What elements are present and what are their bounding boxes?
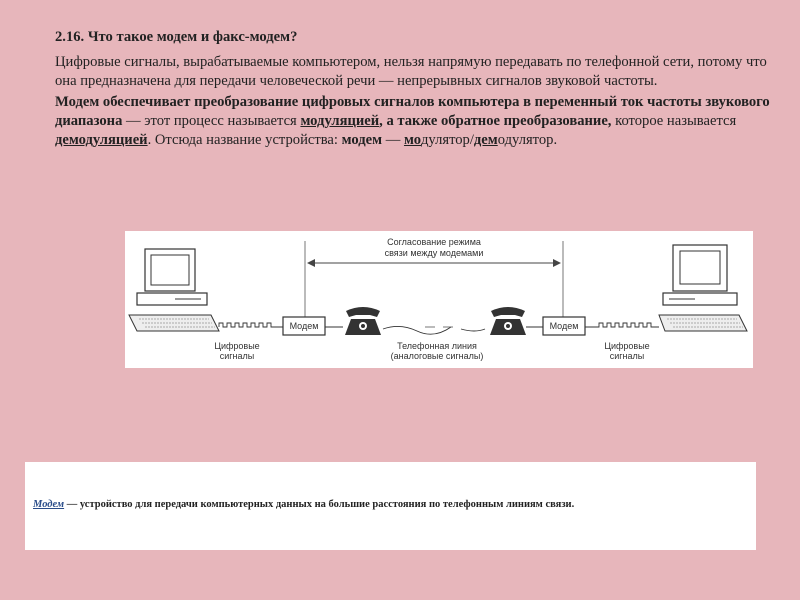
odulator-part: одулятор. — [497, 132, 558, 148]
modem-right-label: Модем — [549, 321, 579, 331]
digital-left-label-1: Цифровые — [214, 341, 260, 351]
definition-text — [33, 499, 574, 510]
modem-left-label: Модем — [289, 321, 319, 331]
paragraph-1: Цифровые сигналы, вырабатываемые компьютером, нельзя напрямую передавать по телефонной сети, потому что она предназначена для передачи человеческой речи — непрерывных сигналов звуковой частоты. — [55, 54, 767, 89]
telephone-right-icon — [490, 307, 526, 335]
digital-left-label-2: сигналы — [219, 351, 255, 361]
computer-left-icon — [129, 249, 219, 331]
mo-syllable: мо — [403, 132, 421, 148]
computer-right-icon — [659, 245, 747, 331]
dulator-part: дулятор/ — [421, 132, 474, 148]
definition-body: — устройство для передачи компьютерных данных на большие расстояния по телефонным линиям связи. — [64, 499, 575, 510]
para2-mid2: которое называется — [611, 113, 737, 129]
telephone-left-icon — [345, 307, 381, 335]
phone-line-label-2: (аналоговые сигналы) — [390, 351, 484, 361]
digital-right-label-2: сигналы — [609, 351, 645, 361]
para2-bold-lead: Модем обеспечивает преобразование цифровых сигналов компьютера в переменный ток частоты звукового диапазона — [55, 94, 770, 129]
slide-text — [55, 28, 775, 150]
phone-line-label-1: Телефонная линия — [397, 341, 477, 351]
slide-heading: 2.16. Что такое модем и факс-модем? — [55, 29, 298, 45]
para2-dash: — — [382, 132, 404, 148]
modem-diagram — [125, 231, 753, 368]
digital-signal-right — [595, 323, 659, 327]
para2-bold-mid: , а также обратное преобразование, — [379, 113, 612, 129]
term-demodulation: демодуляцией — [55, 132, 148, 148]
modem-word: модем — [341, 132, 383, 148]
analog-signal — [383, 326, 451, 334]
para2-mid1: — этот процесс называется — [122, 113, 301, 129]
dem-syllable: дем — [473, 132, 498, 148]
negotiation-label-2: связи между модемами — [384, 248, 484, 258]
para2-tail1: . Отсюда название устройства: — [147, 132, 342, 148]
definition-box — [25, 462, 756, 550]
negotiation-label-1: Согласование режима — [387, 237, 481, 247]
digital-signal-left — [219, 323, 275, 327]
definition-term: Модем — [33, 499, 65, 510]
digital-right-label-1: Цифровые — [604, 341, 650, 351]
term-modulation: модуляцией — [300, 113, 380, 129]
paragraph-2 — [55, 93, 775, 150]
modem-diagram-svg — [125, 231, 753, 368]
